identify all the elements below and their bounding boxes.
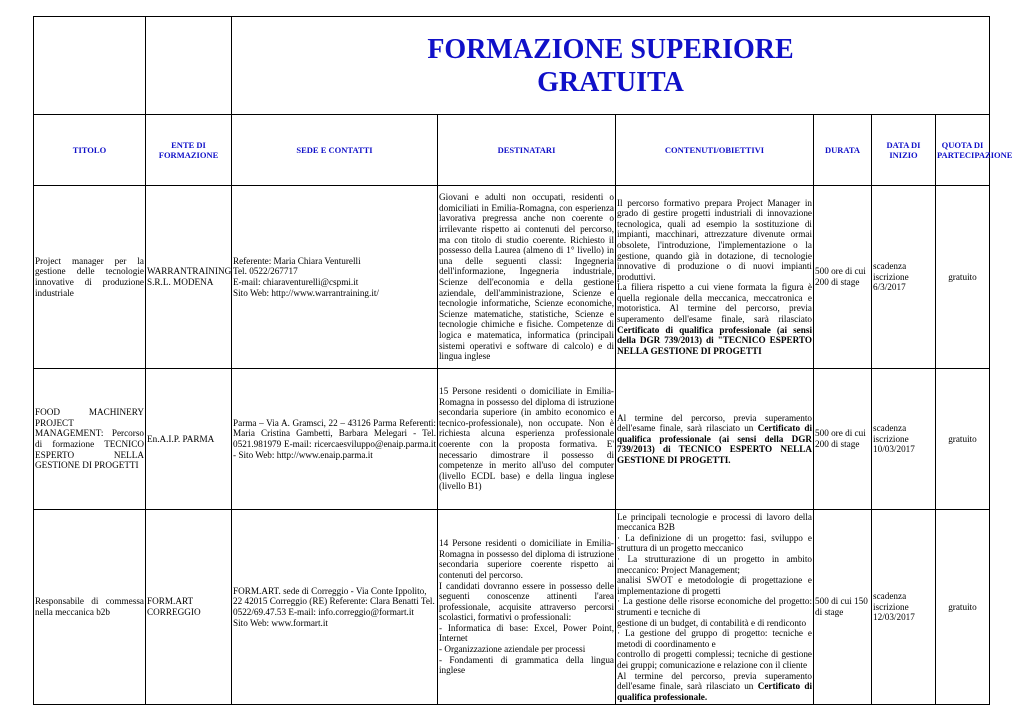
destinatari-line: 14 Persone residenti o domiciliate in Emilia-Romagna in possesso del diploma di istruzione secondaria superiore coerente rispetto ai contenuti del percorso. <box>439 538 614 580</box>
destinatari-cell <box>438 510 616 705</box>
ente-cell: En.A.I.P. PARMA <box>146 369 232 510</box>
contenuti-cell <box>616 510 814 705</box>
sede-line: Tel. 0522/267717 <box>233 266 298 277</box>
destinatari-line: - Fondamenti di grammatica della lingua inglese <box>439 654 614 676</box>
titolo-cell: FOOD MACHINERY PROJECT MANAGEMENT: Percorso di formazione TECNICO ESPERTO NELLA GESTIONE DI PROGETTI <box>34 369 146 510</box>
page-title-line2: GRATUITA <box>537 66 684 98</box>
sede-cell <box>232 186 438 369</box>
quota-cell: gratuito <box>936 369 990 510</box>
data-cell: scadenza iscrizione 10/03/2017 <box>872 369 936 510</box>
contenuti-text: Al termine del percorso, previa superamento dell'esame finale, sarà rilasciato un <box>617 670 812 692</box>
durata-cell: 500 ore di cui 200 di stage <box>814 369 872 510</box>
contenuti-item: analisi SWOT e metodologie di progettazione e implementazione di progetti <box>617 575 812 596</box>
data-cell: scadenza iscrizione 6/3/2017 <box>872 186 936 369</box>
destinatari-line: - Informatica di base: Excel, Power Point, Internet <box>439 622 614 644</box>
table-row <box>34 510 990 705</box>
page-title-line1: FORMAZIONE SUPERIORE <box>427 33 794 65</box>
contenuti-item: · La gestione delle risorse economiche del progetto: strumenti e tecniche di <box>617 596 812 617</box>
sede-line: FORM.ART. sede di Correggio - Via Conte Ippolito, 22 42015 Correggio (RE) Referente: Clara Benatti Tel. 0522/69.47.53 E-mail: info.correggio@formart.it <box>233 585 435 617</box>
ente-cell: WARRANTRAINING S.R.L. MODENA <box>146 186 232 369</box>
contenuti-item: · La strutturazione di un progetto in ambito meccanico: Project Management; <box>617 554 812 575</box>
header-quota: QUOTA DI PARTECIPAZIONE <box>936 115 990 186</box>
table-row <box>34 186 990 369</box>
destinatari-line: - Organizzazione aziendale per processi <box>439 644 586 655</box>
titolo-cell: Project manager per la gestione delle tecnologie innovative di produzione industriale <box>34 186 146 369</box>
contenuti-item: · La gestione del gruppo di progetto: tecniche e metodi di coordinamento e <box>617 628 812 649</box>
certificate-text: Certificato di qualifica professionale (ai sensi della DGR 739/2013) di TECNICO ESPERTO NELLA GESTIONE DI PROGETTI. <box>617 423 812 465</box>
certificate-text: Certificato di qualifica professionale (ai sensi della DGR 739/2013) di "TECNICO ESPERTO NELLA GESTIONE DI PROGETTI <box>617 324 812 356</box>
ente-cell: FORM.ART CORREGGIO <box>146 510 232 705</box>
contenuti-item: gestione di un budget, di contabilità e di rendiconto <box>617 617 807 628</box>
header-sede: SEDE E CONTATTI <box>232 115 438 186</box>
quota-cell: gratuito <box>936 510 990 705</box>
sede-cell: Parma – Via A. Gramsci, 22 – 43126 Parma Referenti: Maria Cristina Gambetti, Barbara Melegari - Tel. 0521.981979 E-mail: ricercaesviluppo@enaip.parma.it - Sito Web: http://www.enaip.parma.it <box>232 369 438 510</box>
table-row <box>34 369 990 510</box>
contenuti-text: Il percorso formativo prepara Project Manager in grado di gestire progetti industriali di innovazione tecnologica, quali ad esempio la sostituzione di impianti, macchinari, attrezzature divenute ormai obsolete, l'introduzione, l'implementazione o la gestione, quando già in dotazione, di tecnologie innovative di produzione o di nuovi impianti produttivi. <box>617 197 812 282</box>
contenuti-cell <box>616 186 814 369</box>
certificate-text: Certificato di qualifica professionale. <box>617 681 812 702</box>
quota-cell: gratuito <box>936 186 990 369</box>
destinatari-line: I candidati dovranno essere in possesso delle seguenti conoscenze attinenti l'area professionale, acquisite attraverso percorsi scolastici, formativi o professionali: <box>439 580 614 623</box>
header-data: DATA DI INIZIO <box>872 115 936 186</box>
header-destinatari: DESTINATARI <box>438 115 616 186</box>
course-table <box>33 16 1013 705</box>
contenuti-cell <box>616 369 814 510</box>
destinatari-cell: Giovani e adulti non occupati, residenti o domiciliati in Emilia-Romagna, con esperienza lavorativa pregressa anche non coerente o irrilevante rispetto ai contenuti del percorso, ma con titolo di studio coerente. Richiesto il possesso della Laurea (almeno di 1° livello) in una delle seguenti classi: Ingegneria dell'informazione, Ingegneria industriale, Scienze dell'economia e della gestione aziendale, dell'amministrazione, Scienze e tecnologie informatiche, Scienze economiche, Scienze matematiche, statistiche, Scienze e tecnologie chimiche e fisiche. Competenze di logica e matematica, informatica (principali sistemi operativi e software di calcolo) e di lingua inglese <box>438 186 616 369</box>
destinatari-cell: 15 Persone residenti o domiciliate in Emilia-Romagna in possesso del diploma di istruzione secondaria superiore (in ambito economico e tecnico-professionale), non occupate. Non è richiesta alcuna esperienza professionale coerente con la proposta formativa. E' necessario dimostrare il possesso di competenze in merito all'uso del computer (livello ECDL base) e della lingua inglese (livello B1) <box>438 369 616 510</box>
header-ente: ENTE DI FORMAZIONE <box>146 115 232 186</box>
contenuti-item: controllo di progetti complessi; tecniche di gestione dei gruppi; comunicazione e relazione con il cliente <box>617 649 812 670</box>
durata-cell: 500 di cui 150 di stage <box>814 510 872 705</box>
title-row <box>34 17 990 115</box>
header-titolo: TITOLO <box>34 115 146 186</box>
sede-line: Referente: Maria Chiara Venturelli <box>233 255 361 266</box>
data-cell: scadenza iscrizione 12/03/2017 <box>872 510 936 705</box>
page-title <box>232 17 990 115</box>
header-row <box>34 115 990 186</box>
contenuti-item: · La definizione di un progetto: fasi, sviluppo e struttura di un progetto meccanico <box>617 532 812 554</box>
sede-cell <box>232 510 438 705</box>
header-contenuti: CONTENUTI/OBIETTIVI <box>616 115 814 186</box>
sede-line: E-mail: chiaraventurelli@cspmi.it <box>233 277 359 287</box>
contenuti-item: Le principali tecnologie e processi di lavoro della meccanica B2B <box>617 511 812 533</box>
contenuti-text: La filiera rispetto a cui viene formata la figura è quella regionale della meccanica, meccatronica e motoristica. Al termine del percorso, previa superamento dell'esame finale, sarà rilasciato <box>617 282 812 325</box>
header-durata: DURATA <box>814 115 872 186</box>
contenuti-text: Al termine del percorso, previa superamento dell'esame finale, sarà rilasciato un <box>617 412 812 434</box>
titolo-cell: Responsabile di commessa nella meccanica b2b <box>34 510 146 705</box>
sede-line: Sito Web: http://www.warrantraining.it/ <box>233 287 379 298</box>
sede-line: Sito Web: www.formart.it <box>233 617 328 628</box>
durata-cell: 500 ore di cui 200 di stage <box>814 186 872 369</box>
